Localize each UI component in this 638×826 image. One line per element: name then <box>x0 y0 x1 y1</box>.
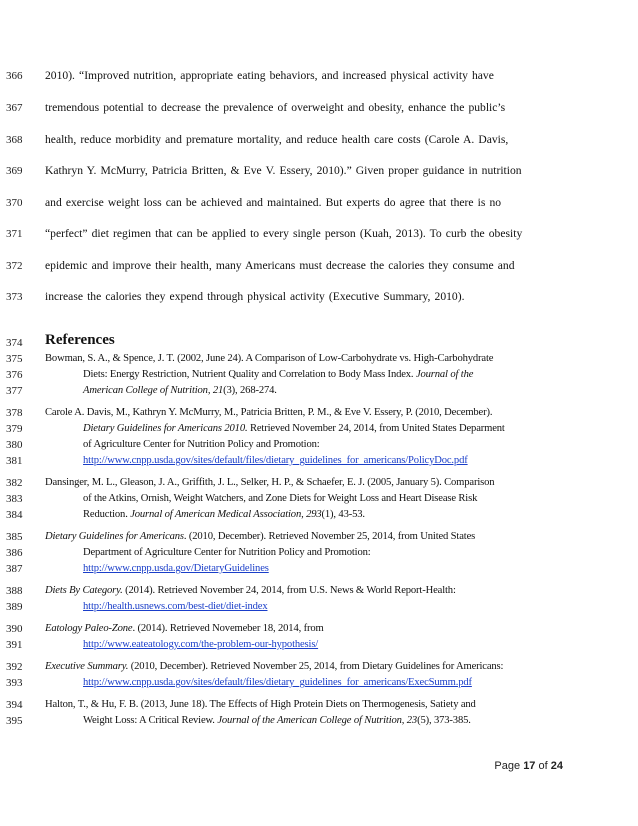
body-line-text: tremendous potential to decrease the prevalence of overweight and obesity, enhance the public’s <box>45 101 506 114</box>
manuscript-line <box>0 68 638 84</box>
line-number: 384 <box>6 509 23 521</box>
reference-entry-line <box>0 583 638 599</box>
manuscript-line <box>0 132 638 148</box>
body-line-text: health, reduce morbidity and premature mortality, and reduce health care costs (Carole A. Davis, <box>45 133 509 146</box>
reference-entry-line <box>0 621 638 637</box>
reference-text <box>45 405 588 421</box>
reference-text <box>45 659 588 675</box>
italic-title: Dietary Guidelines for Americans 2010. <box>83 423 248 434</box>
manuscript-line <box>0 258 638 274</box>
reference-continuation-line <box>0 367 638 383</box>
reference-entry-line <box>0 659 638 675</box>
manuscript-line <box>0 226 638 242</box>
reference-segment: of Agriculture Center for Nutrition Policy and Promotion: <box>83 439 320 450</box>
line-number: 392 <box>6 661 23 673</box>
reference-segment: Reduction. <box>83 509 131 520</box>
line-number: 387 <box>6 563 23 575</box>
reference-text <box>83 383 588 399</box>
reference-text <box>45 351 588 367</box>
manuscript-line <box>0 289 638 305</box>
line-number: 370 <box>6 197 23 209</box>
reference-url-link[interactable]: http://health.usnews.com/best-diet/diet-index <box>83 601 268 612</box>
italic-title: Journal of the <box>415 369 474 380</box>
body-line-text: increase the calories they expend through physical activity (Executive Summary, 2010). <box>45 290 465 303</box>
reference-text <box>83 675 588 691</box>
reference-continuation-line <box>0 713 638 729</box>
line-number: 383 <box>6 493 23 505</box>
line-number: 380 <box>6 439 23 451</box>
reference-entry-line <box>0 405 638 421</box>
reference-text <box>83 437 588 453</box>
references-heading-row <box>0 332 638 351</box>
reference-url-link[interactable]: http://www.cnpp.usda.gov/sites/default/files/dietary_guidelines_for_americans/ExecSumm.pdf <box>83 677 472 688</box>
page-number: 17 <box>523 760 536 772</box>
line-number: 366 <box>6 70 23 82</box>
references-heading: References <box>45 332 115 348</box>
reference-entry-line <box>0 351 638 367</box>
reference-continuation-line <box>0 637 638 653</box>
line-number: 385 <box>6 531 23 543</box>
reference-text <box>83 367 588 383</box>
line-number: 382 <box>6 477 23 489</box>
reference-continuation-line <box>0 437 638 453</box>
line-number: 389 <box>6 601 23 613</box>
line-number: 368 <box>6 134 23 146</box>
line-number: 386 <box>6 547 23 559</box>
reference-segment: Department of Agriculture Center for Nutrition Policy and Promotion: <box>83 547 371 558</box>
reference-segment: (2010, December). Retrieved November 25, 2014, from Dietary Guidelines for Americans: <box>128 661 504 672</box>
reference-segment: (5), 373-385. <box>417 715 471 726</box>
reference-segment: Bowman, S. A., & Spence, J. T. (2002, June 24). A Comparison of Low-Carbohydrate vs. High-Carbohydrate <box>45 353 494 364</box>
italic-title: Dietary Guidelines for Americans <box>45 531 184 542</box>
reference-segment: Diets: Energy Restriction, Nutrient Quality and Correlation to Body Mass Index. <box>83 369 416 380</box>
reference-text <box>45 475 588 491</box>
line-number: 379 <box>6 423 23 435</box>
reference-segment: (1), 43-53. <box>321 509 365 520</box>
reference-text <box>83 637 588 653</box>
reference-segment: . (2010, December). Retrieved November 25, 2014, from United States <box>183 531 476 542</box>
reference-segment: (3), 268-274. <box>223 385 277 396</box>
reference-text <box>83 421 588 437</box>
italic-title: Diets By Category. <box>45 585 123 596</box>
reference-segment: Halton, T., & Hu, F. B. (2013, June 18). The Effects of High Protein Diets on Thermogenesis, Satiety and <box>45 699 476 710</box>
line-number: 378 <box>6 407 23 419</box>
line-number: 369 <box>6 165 23 177</box>
line-number: 390 <box>6 623 23 635</box>
reference-text <box>83 453 588 469</box>
reference-entry-line <box>0 475 638 491</box>
reference-continuation-line <box>0 599 638 615</box>
total-pages: 24 <box>550 760 563 772</box>
reference-text <box>83 713 588 729</box>
page-footer <box>494 760 563 772</box>
line-number: 374 <box>6 337 23 349</box>
reference-segment: . (2014). Retrieved Novemeber 18, 2014, from <box>132 623 324 634</box>
reference-segment: Retrieved November 24, 2014, from United States Deparment <box>247 423 505 434</box>
line-number: 381 <box>6 455 23 467</box>
reference-url-link[interactable]: http://www.eateatology.com/the-problem-our-hypothesis/ <box>83 639 319 650</box>
reference-text <box>83 561 588 577</box>
body-line-text: epidemic and improve their health, many Americans must decrease the calories they consume and <box>45 259 515 272</box>
body-line-text: “perfect” diet regimen that can be applied to every single person (Kuah, 2013). To curb the obesity <box>45 227 523 240</box>
reference-url-link[interactable]: http://www.cnpp.usda.gov/DietaryGuidelines <box>83 563 269 574</box>
italic-title: American College of Nutrition, 21 <box>83 385 224 396</box>
reference-text <box>83 599 588 615</box>
reference-continuation-line <box>0 491 638 507</box>
line-number: 372 <box>6 260 23 272</box>
body-line-text: Kathryn Y. McMurry, Patricia Britten, & Eve V. Essery, 2010).” Given proper guidance in nutrition <box>45 164 522 177</box>
reference-segment: Carole A. Davis, M., Kathryn Y. McMurry, M., Patricia Britten, P. M., & Eve V. Essery, P. (2010, December). <box>45 407 493 418</box>
reference-segment: Dansinger, M. L., Gleason, J. A., Griffith, J. L., Selker, H. P., & Schaefer, E. J. (2005, January 5). Comparison <box>45 477 495 488</box>
line-number: 376 <box>6 369 23 381</box>
italic-title: Journal of the American College of Nutrition, 23 <box>217 715 418 726</box>
reference-segment: Weight Loss: A Critical Review. <box>83 715 218 726</box>
reference-text <box>45 697 588 713</box>
line-number: 395 <box>6 715 23 727</box>
reference-continuation-line <box>0 545 638 561</box>
reference-continuation-line <box>0 383 638 399</box>
body-line-text: and exercise weight loss can be achieved and maintained. But experts do agree that there is no <box>45 196 502 209</box>
page-label: Page <box>494 760 521 772</box>
line-number: 388 <box>6 585 23 597</box>
line-number: 391 <box>6 639 23 651</box>
line-number: 371 <box>6 228 23 240</box>
reference-text <box>45 529 588 545</box>
reference-continuation-line <box>0 453 638 469</box>
reference-continuation-line <box>0 675 638 691</box>
line-number: 394 <box>6 699 23 711</box>
manuscript-line <box>0 195 638 211</box>
reference-text <box>83 491 588 507</box>
reference-entry-line <box>0 529 638 545</box>
reference-segment: (2014). Retrieved November 24, 2014, from U.S. News & World Report-Health: <box>122 585 456 596</box>
of-label: of <box>538 760 548 772</box>
italic-title: Journal of American Medical Association, 293 <box>130 509 322 520</box>
manuscript-line <box>0 163 638 179</box>
reference-text <box>83 545 588 561</box>
italic-title: Eatology Paleo-Zone <box>45 623 133 634</box>
manuscript-line <box>0 100 638 116</box>
reference-url-link[interactable]: http://www.cnpp.usda.gov/sites/default/files/dietary_guidelines_for_americans/PolicyDoc.pdf <box>83 455 468 466</box>
reference-continuation-line <box>0 421 638 437</box>
line-number: 377 <box>6 385 23 397</box>
reference-text <box>83 507 588 523</box>
line-number: 373 <box>6 291 23 303</box>
reference-entry-line <box>0 697 638 713</box>
italic-title: Executive Summary. <box>45 661 129 672</box>
reference-text <box>45 621 588 637</box>
reference-segment: of the Atkins, Ornish, Weight Watchers, and Zone Diets for Weight Loss and Heart Disease Risk <box>83 493 478 504</box>
line-number: 367 <box>6 102 23 114</box>
reference-text <box>45 583 588 599</box>
body-line-text: 2010). “Improved nutrition, appropriate eating behaviors, and increased physical activity have <box>45 69 494 82</box>
reference-continuation-line <box>0 507 638 523</box>
reference-continuation-line <box>0 561 638 577</box>
line-number: 375 <box>6 353 23 365</box>
line-number: 393 <box>6 677 23 689</box>
